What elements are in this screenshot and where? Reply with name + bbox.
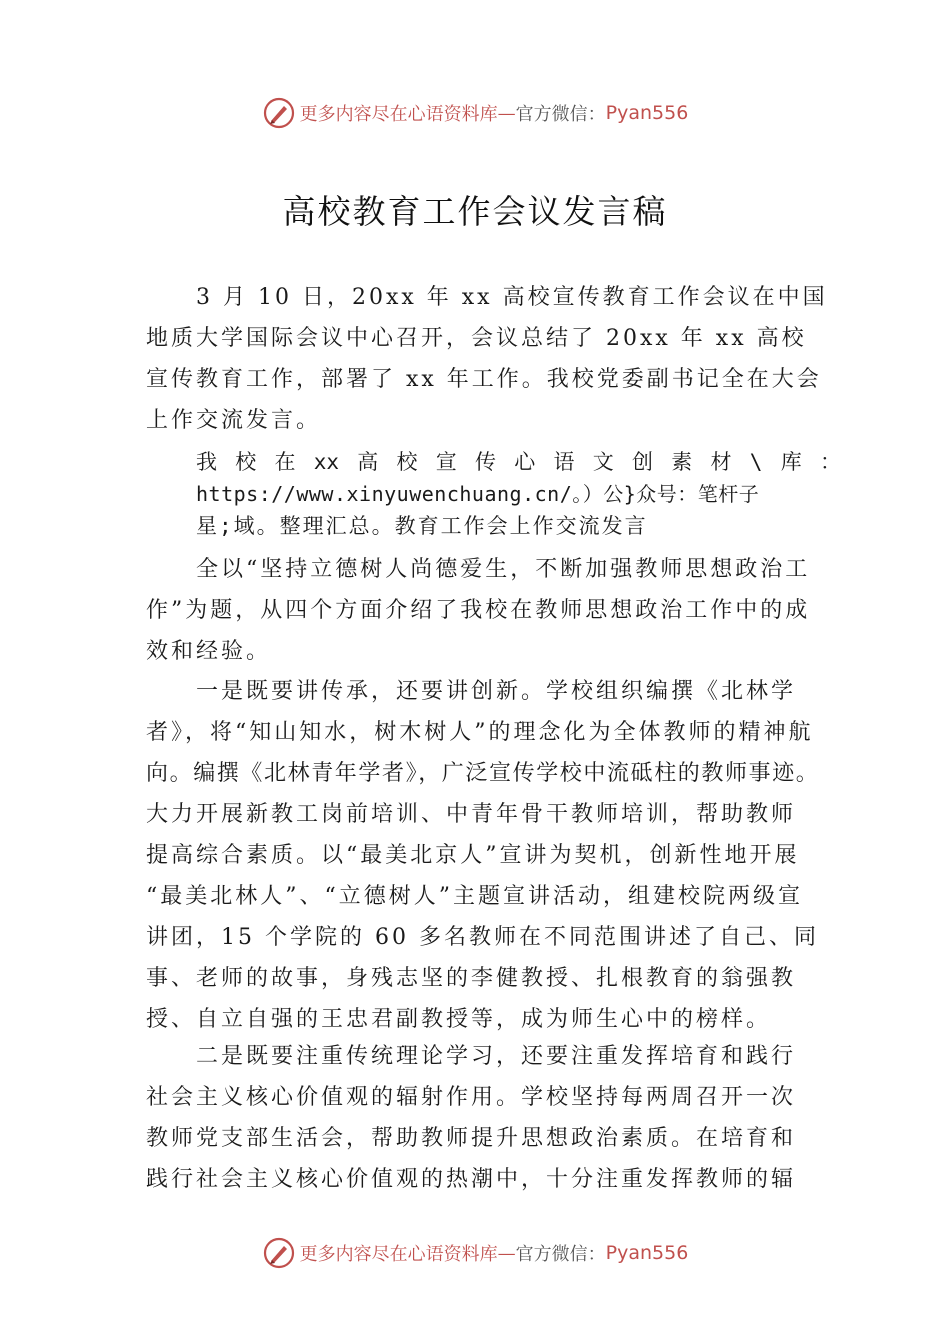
paragraph-1-line: 宣传教育工作，部署了 xx 年工作。我校党委副书记全在大会 xyxy=(146,367,822,392)
banner-text: 更多内容尽在心语资料库 xyxy=(299,1244,498,1265)
source-note-char: \ xyxy=(749,450,763,474)
paragraph-3 xyxy=(146,671,836,1040)
paragraph-3-line: 讲团，15 个学院的 60 多名教师在不同范围讲述了自己、同 xyxy=(146,925,819,950)
paragraph-2-line: 全以“坚持立德树人尚德爱生，不断加强教师思想政治工 xyxy=(196,557,811,582)
paragraph-4 xyxy=(146,1036,836,1200)
footer-banner xyxy=(0,1233,950,1273)
paragraph-3-line: 一是既要讲传承，还要讲创新。学校组织编撰《北林学 xyxy=(196,679,797,704)
source-note-char: 心 xyxy=(514,450,536,474)
banner-separator: — xyxy=(497,102,516,124)
paragraph-2 xyxy=(146,549,836,672)
paragraph-4-line: 践行社会主义核心价值观的热潮中，十分注重发挥教师的辐 xyxy=(146,1167,797,1192)
paragraph-1-line: 地质大学国际会议中心召开，会议总结了 20xx 年 xx 高校 xyxy=(146,326,807,351)
source-note-char: 校 xyxy=(396,450,418,474)
banner-wechat-id: Pyan556 xyxy=(605,102,689,124)
source-note-char: 文 xyxy=(592,450,614,474)
source-note-char: 我 xyxy=(196,450,217,474)
paragraph-4-line: 二是既要注重传统理论学习，还要注重发挥培育和践行 xyxy=(196,1044,797,1069)
paragraph-1-line: 上作交流发言。 xyxy=(146,408,322,433)
banner-text: 更多内容尽在心语资料库 xyxy=(299,104,498,125)
paragraph-4-line: 社会主义核心价值观的辐射作用。学校坚持每两周召开一次 xyxy=(146,1085,797,1110)
source-note-char: xx xyxy=(313,450,340,474)
paragraph-2-line: 效和经验。 xyxy=(146,639,272,664)
source-note-char: 校 xyxy=(235,450,257,474)
paragraph-3-line: 者》，将“知山知水，树木树人”的理念化为全体教师的精神航 xyxy=(146,720,814,745)
source-note-char: 材 xyxy=(710,450,732,474)
source-note-char: 在 xyxy=(274,450,296,474)
source-note-char: 库 xyxy=(780,450,802,474)
paragraph-3-line: 事、老师的故事，身残志坚的李健教授、扎根教育的翁强教 xyxy=(146,966,797,991)
banner-wechat-id: Pyan556 xyxy=(605,1242,689,1264)
paragraph-3-line: 向。编撰《北林青年学者》，广泛宣传学校中流砥柱的教师事迹。 xyxy=(146,761,820,786)
paragraph-1-line: 3 月 10 日，20xx 年 xx 高校宣传教育工作会议在中国 xyxy=(196,285,828,310)
banner-separator: — xyxy=(497,1242,516,1264)
source-note-line-2: https://www.xinyuwenchuang.cn/。）公}众号：笔杆子 xyxy=(196,482,760,506)
pen-logo-icon xyxy=(262,96,296,130)
inserted-source-note xyxy=(196,446,856,542)
source-note-char: 高 xyxy=(357,450,379,474)
source-note-line-1 xyxy=(196,446,841,478)
paragraph-3-line: “最美北林人”、“立德树人”主题宣讲活动，组建校院两级宣 xyxy=(146,884,803,909)
banner-official-label: 官方微信： xyxy=(515,1244,606,1265)
source-note-char: 宣 xyxy=(435,450,457,474)
source-note-char: 素 xyxy=(671,450,693,474)
source-note-char: 传 xyxy=(475,450,497,474)
source-note-line-3: 星;域。整理汇总。教育工作会上作交流发言 xyxy=(196,514,648,538)
source-note-char: 创 xyxy=(632,450,654,474)
source-note-char: ： xyxy=(819,450,841,474)
paragraph-3-line: 大力开展新教工岗前培训、中青年骨干教师培训，帮助教师 xyxy=(146,802,797,827)
paragraph-2-line: 作”为题，从四个方面介绍了我校在教师思想政治工作中的成 xyxy=(146,598,811,623)
paragraph-1 xyxy=(146,277,836,441)
page-title: 高校教育工作会议发言稿 xyxy=(282,192,668,231)
banner-official-label: 官方微信： xyxy=(515,104,606,125)
source-note-char: 语 xyxy=(553,450,575,474)
header-banner xyxy=(0,93,950,133)
paragraph-4-line: 教师党支部生活会，帮助教师提升思想政治素质。在培育和 xyxy=(146,1126,797,1151)
paragraph-3-line: 提高综合素质。以“最美北京人”宣讲为契机，创新性地开展 xyxy=(146,843,800,868)
pen-logo-icon xyxy=(262,1236,296,1270)
paragraph-3-line: 授、自立自强的王忠君副教授等，成为师生心中的榜样。 xyxy=(146,1007,772,1032)
